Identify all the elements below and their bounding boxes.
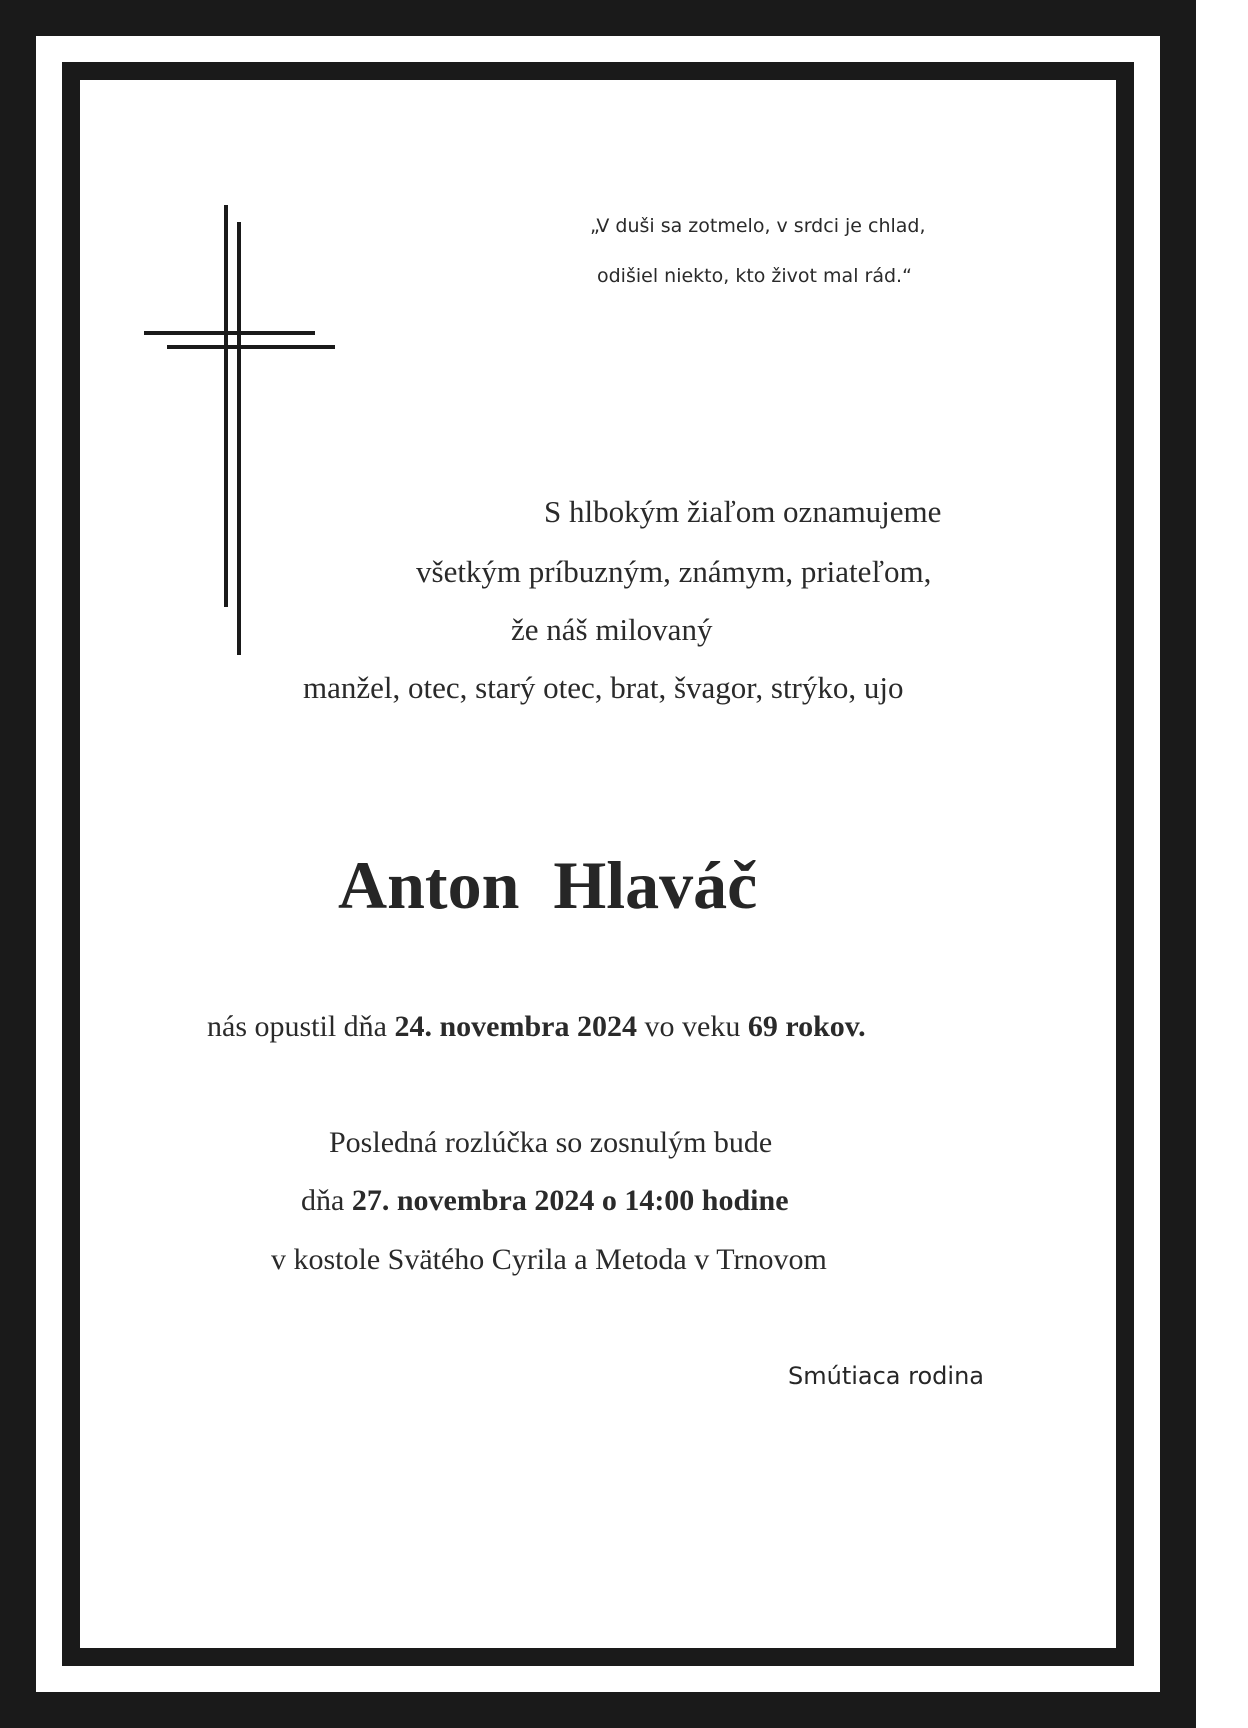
announcement-line-4: manžel, otec, starý otec, brat, švagor, strýko, ujo: [303, 670, 904, 705]
funeral-date-time: 27. novembra 2024 o 14:00 hodine: [351, 1184, 789, 1217]
death-notice-prefix: nás opustil dňa: [207, 1010, 387, 1043]
funeral-location: v kostole Svätého Cyrila a Metoda v Trnovom: [271, 1243, 827, 1276]
death-age: 69 rokov.: [747, 1010, 866, 1043]
death-date: 24. novembra 2024: [394, 1010, 637, 1043]
announcement-line-1: S hlbokým žiaľom oznamujeme: [544, 494, 942, 529]
funeral-line-2: [301, 1184, 789, 1218]
signature: Smútiaca rodina: [788, 1362, 984, 1390]
deceased-first-name: Anton: [338, 847, 520, 923]
funeral-line-1: Posledná rozlúčka so zosnulým bude: [329, 1126, 773, 1159]
deceased-name: [338, 846, 757, 925]
death-notice-middle: vo veku: [644, 1010, 741, 1043]
announcement-line-2: všetkým príbuzným, známym, priateľom,: [416, 554, 932, 589]
quote-line-1: „V duši sa zotmelo, v srdci je chlad,: [590, 215, 926, 237]
announcement-line-3: že náš milovaný: [511, 612, 713, 647]
funeral-prefix: dňa: [301, 1184, 345, 1217]
deceased-last-name: Hlaváč: [553, 847, 758, 923]
quote-line-2: odišiel niekto, kto život mal rád.“: [597, 265, 912, 287]
death-notice-line: [207, 1010, 866, 1044]
